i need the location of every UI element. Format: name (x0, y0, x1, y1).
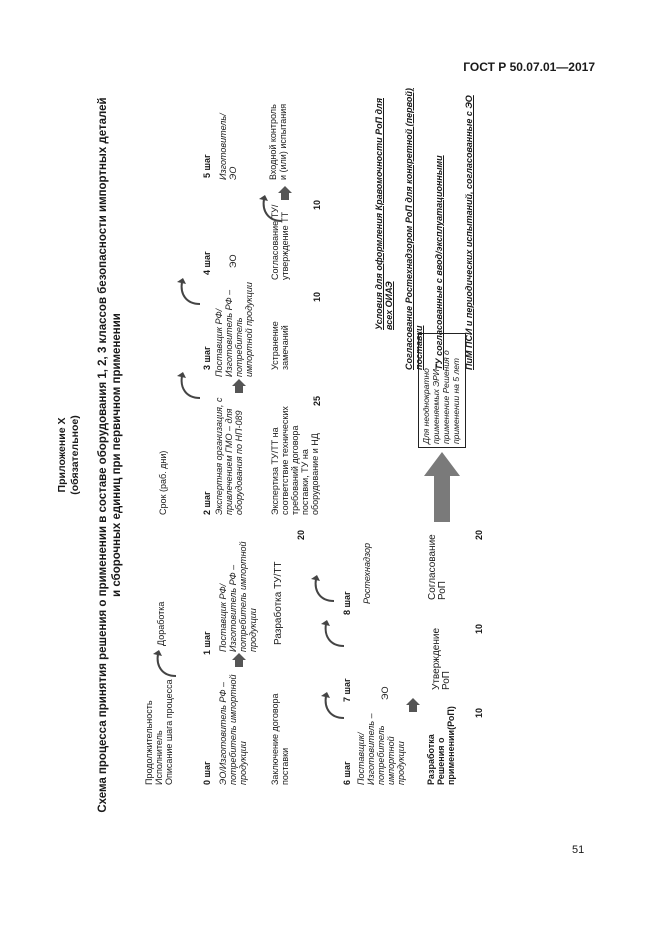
step3-label: 3 шаг (202, 346, 212, 370)
step8-description: Согласование РоП (427, 534, 448, 600)
rotated-content (52, 70, 632, 840)
final-note-2: Согласование Ростехнадзором РоП для конкретной (первой) поставки (404, 88, 424, 370)
appendix-line1: Приложение X (56, 417, 68, 493)
step1-executor: Поставщик РФ/Изготовитель РФ – потребитель импортной продукции (218, 541, 258, 652)
legend-duration: Продолжительность (144, 700, 154, 785)
rework-arrow-step3-icon (176, 372, 204, 402)
step3-duration: 10 (312, 291, 322, 302)
final-note-4: ПиМ ПСИ и периодических испытаний, согласованные с ЭО (464, 95, 474, 370)
rework-arrow-step2-icon (310, 575, 338, 605)
step1-duration: 20 (296, 529, 306, 540)
final-note-3: ТУ согласованные с ввод/эксплуатационными (434, 155, 444, 370)
step4-description: Согласование ТУ/ утверждение ТТ (270, 204, 290, 280)
step7-label: 7 шаг (342, 678, 352, 702)
landscape-page (52, 70, 632, 840)
page-number: 51 (572, 844, 585, 856)
step7-executor: ЭО (380, 686, 390, 700)
step6-label: 6 шаг (342, 761, 352, 785)
step6-executor: Поставщик/ Изготовитель – потребитель импортной продукции (356, 713, 406, 785)
step0-description: Заключение договора поставки (270, 693, 290, 785)
step7-duration: 10 (474, 623, 484, 634)
step2-description: Экспертиза ТУ/ТТ на соответствие технических требований договора поставки, ТУ на оборудование и НД (270, 406, 320, 515)
note-box: Для неоднократно применяемых ЭРИ – применение Решения о применении на 5 лет (418, 333, 466, 448)
step6-description: Разработка Решения о применении(РоП) (426, 706, 456, 785)
step6-duration: 10 (474, 707, 484, 718)
step5-executor: Изготовитель/ ЭО (218, 113, 238, 180)
step4-executor: ЭО (228, 254, 238, 268)
step0-executor: ЭО/Изготовитель РФ – потребитель импортной продукции (218, 674, 248, 785)
step4-duration: 10 (312, 199, 322, 210)
step5-label: 5 шаг (202, 154, 212, 178)
step6-forward-arrow-icon (406, 698, 420, 712)
page-header: ГОСТ Р 50.07.01—2017 (463, 60, 595, 74)
step0-forward-arrow-icon (232, 653, 246, 667)
legend-description: Описание шага процесса (164, 679, 174, 785)
scheme-title (96, 70, 124, 840)
step1-description: Разработка ТУ/ТТ (273, 561, 284, 645)
rework-arrow-step7-icon (320, 692, 348, 722)
step0-label: 0 шаг (202, 761, 212, 785)
step4-label: 4 шаг (202, 251, 212, 275)
step2-executor: Экспертная организация, с привлечением ГМО – для оборудования по НП-089 (214, 397, 244, 515)
step8-label: 8 шаг (342, 591, 352, 615)
rework-arrow-icon (152, 650, 180, 680)
legend-executor: Исполнитель (154, 730, 164, 785)
step2-duration: 25 (312, 395, 322, 406)
appendix-line2: (обязательное) (69, 415, 81, 495)
legend-term: Срок (раб. дни) (158, 450, 168, 515)
step2-forward-arrow-icon (232, 379, 246, 393)
step8-executor: Ростехнадзор (362, 542, 372, 604)
rework-arrow-step8-icon (320, 620, 348, 650)
legend-rework: Доработка (156, 601, 166, 646)
big-right-arrow-icon (424, 452, 460, 522)
rework-arrow-step5-icon (258, 195, 286, 225)
step2-label: 2 шаг (202, 491, 212, 515)
appendix-title (56, 320, 82, 590)
title-line1: Схема процесса принятия решения о применении в составе оборудования 1, 2, 3 классов безопасности импортных деталей (97, 97, 109, 813)
step7-description: Утверждение РоП (431, 627, 452, 690)
title-line2: и сборочных единиц при первичном применении (111, 313, 123, 597)
step3-description: Устранение замечаний (270, 321, 290, 370)
rework-arrow-step4-icon (176, 278, 204, 308)
step1-label: 1 шаг (202, 631, 212, 655)
step5-description: Входной контроль и (или) испытания (268, 103, 288, 180)
step8-duration: 20 (474, 529, 484, 540)
final-note-1: Условия для оформления Кравомочности РоП для всех ОИАЭ (374, 98, 394, 330)
step3-executor: Поставщик РФ/ Изготовитель РФ – потребитель импортной продукции (214, 282, 254, 377)
